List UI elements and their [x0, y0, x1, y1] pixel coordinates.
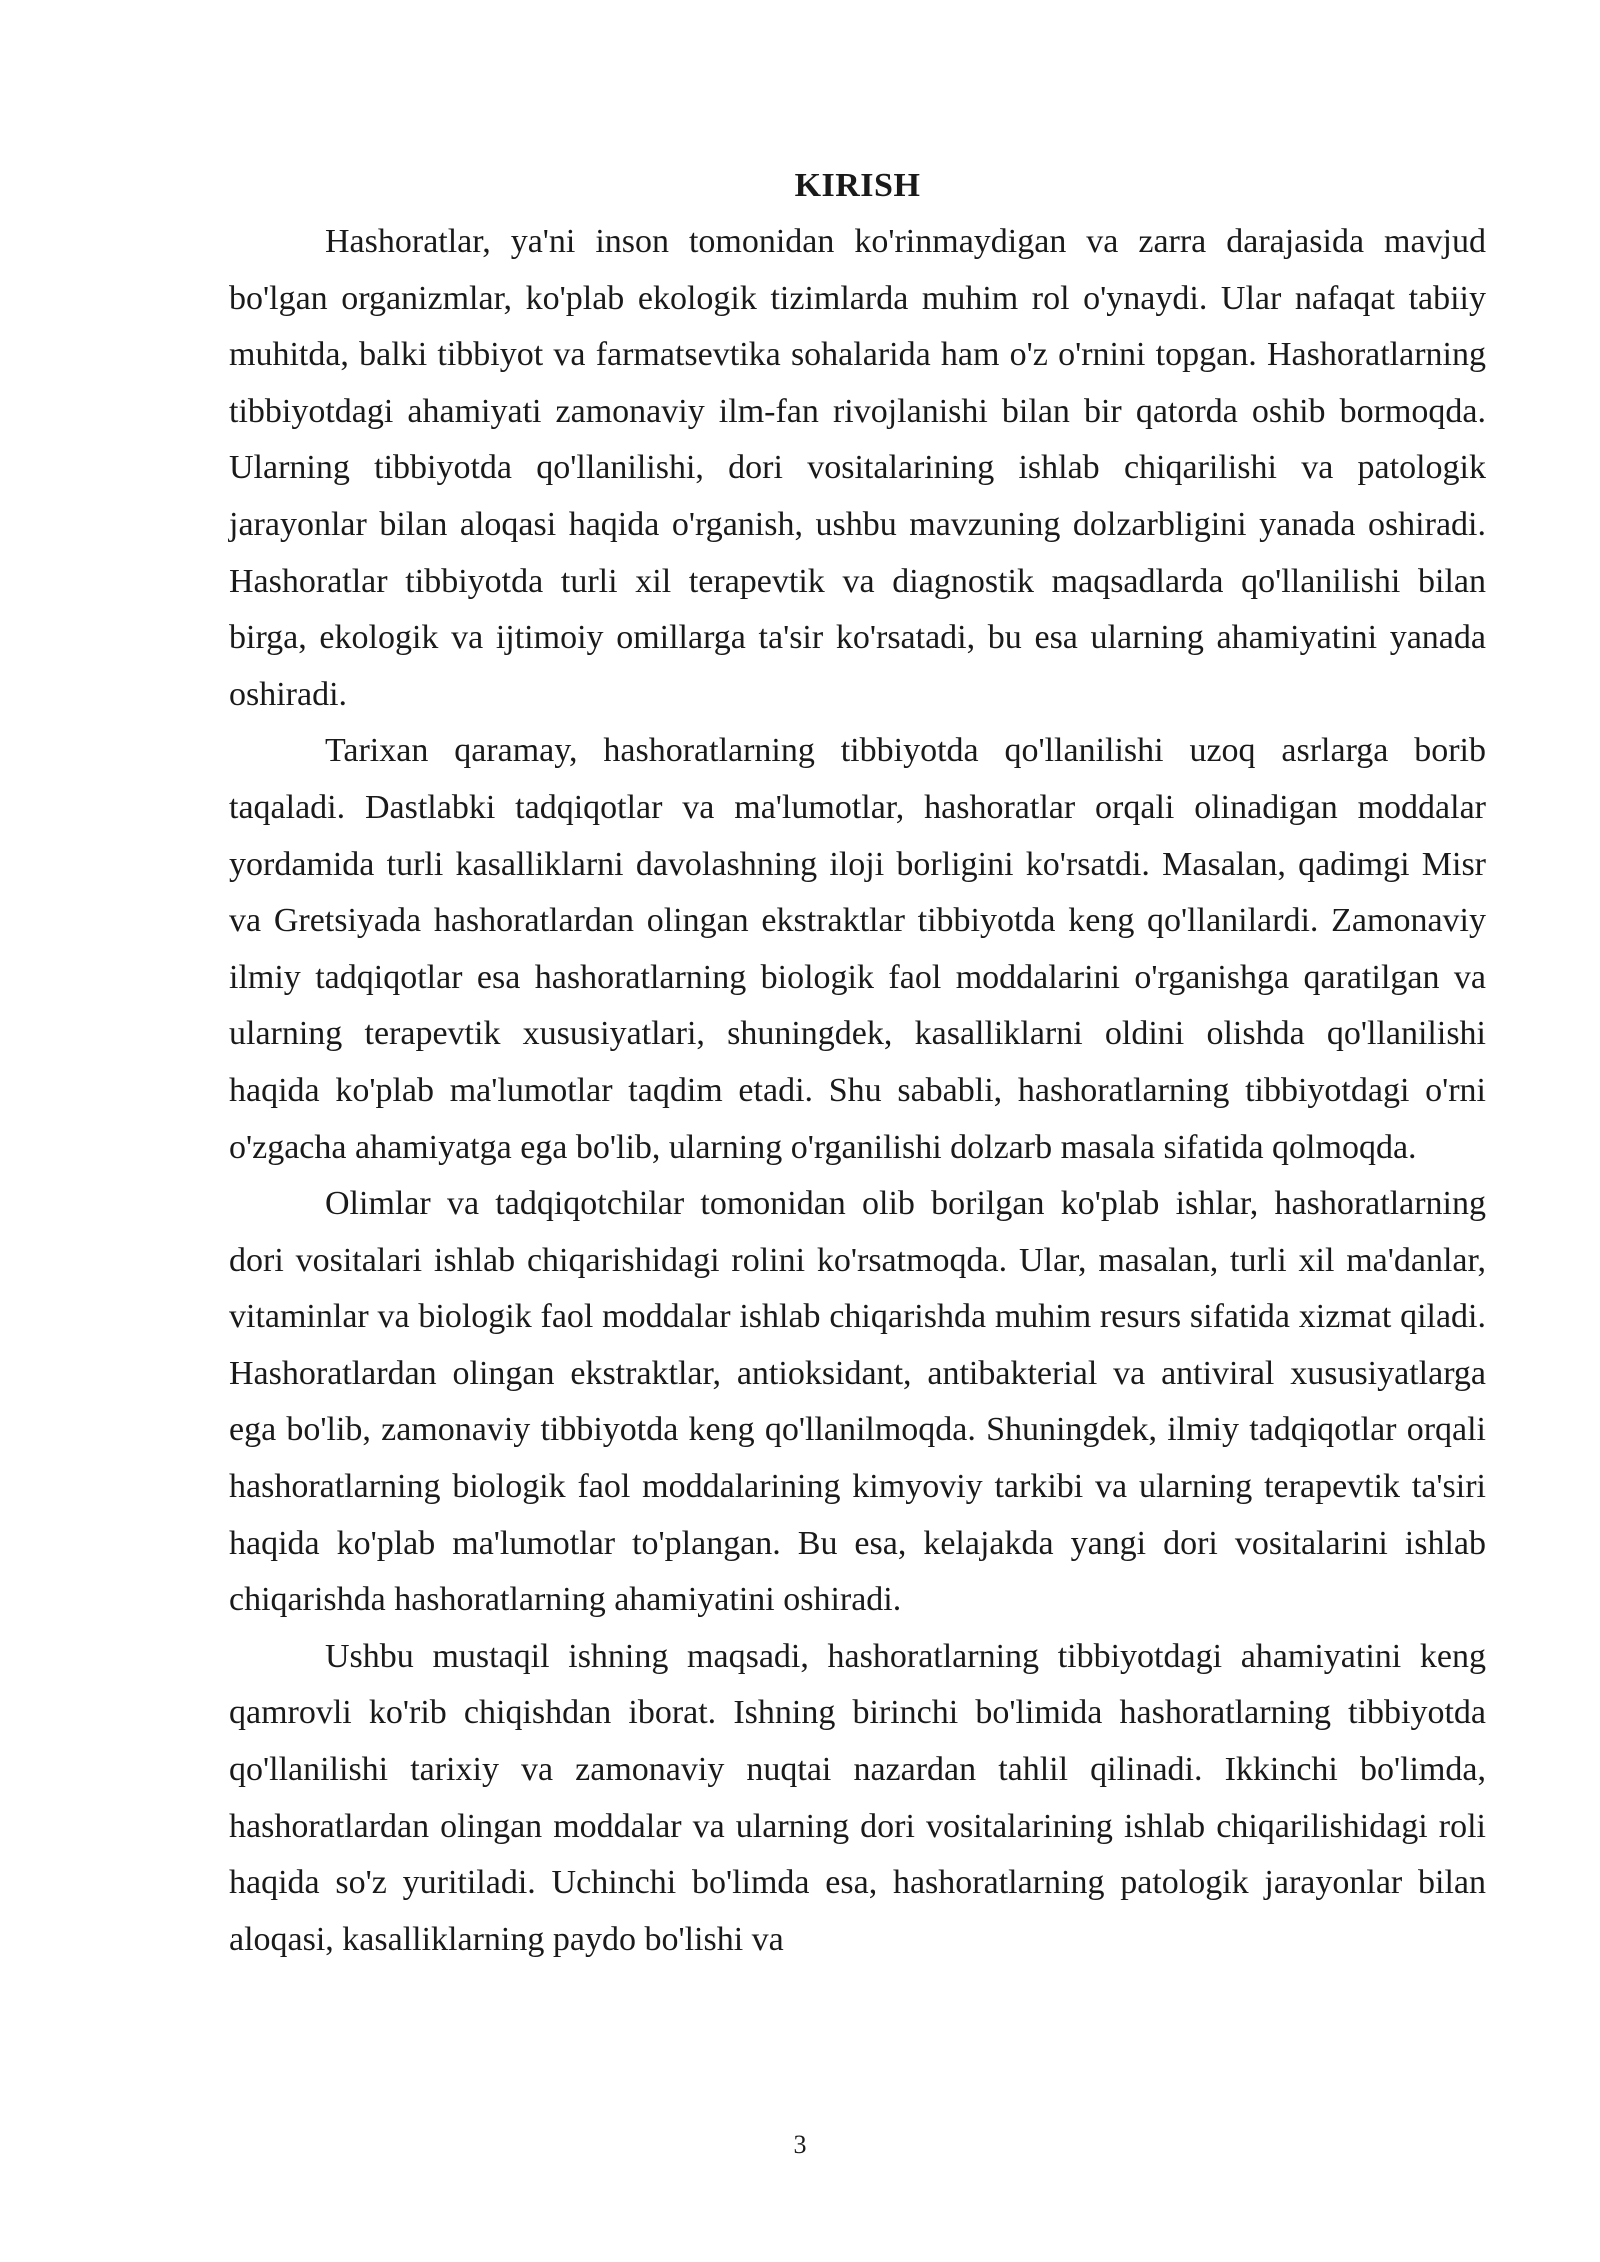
paragraph-1: Hashoratlar, ya'ni inson tomonidan ko'rinmaydigan va zarra darajasida mavjud bo'lgan organizmlar, ko'plab ekologik tizimlarda muhim rol o'ynaydi. Ular nafaqat tabiiy muhitda, balki tibbiyot va farmatsevtika sohalarida ham o'z o'rnini topgan. Hashoratlarning tibbiyotdagi ahamiyati zamonaviy ilm-fan rivojlanishi bilan bir qatorda oshib bormoqda. Ularning tibbiyotda qo'llanilishi, dori vositalarining ishlab chiqarilishi va patologik jarayonlar bilan aloqasi haqida o'rganish, ushbu mavzuning dolzarbligini yanada oshiradi. Hashoratlar tibbiyotda turli xil terapevtik va diagnostik maqsadlarda qo'llanilishi bilan birga, ekologik va ijtimoiy omillarga ta'sir ko'rsatadi, bu esa ularning ahamiyatini yanada oshiradi.: [229, 223, 1486, 713]
section-heading: KIRISH: [794, 167, 921, 204]
page-number: 3: [793, 2130, 807, 2159]
paragraph-4: Ushbu mustaqil ishning maqsadi, hashoratlarning tibbiyotdagi ahamiyatini keng qamrovli ko'rib chiqishdan iborat. Ishning birinchi bo'limida hashoratlarning tibbiyotda qo'llanilishi tarixiy va zamonaviy nuqtai nazardan tahlil qilinadi. Ikkinchi bo'limda, hashoratlardan olingan moddalar va ularning dori vositalarining ishlab chiqarilishidagi roli haqida so'z yuritiladi. Uchinchi bo'limda esa, hashoratlarning patologik jarayonlar bilan aloqasi, kasalliklarning paydo bo'lishi va: [229, 1637, 1486, 1958]
page-content: [229, 158, 1486, 1968]
paragraph-2: Tarixan qaramay, hashoratlarning tibbiyotda qo'llanilishi uzoq asrlarga borib taqaladi. Dastlabki tadqiqotlar va ma'lumotlar, hashoratlar orqali olinadigan moddalar yordamida turli kasalliklarni davolashning iloji borligini ko'rsatdi. Masalan, qadimgi Misr va Gretsiyada hashoratlardan olingan ekstraktlar tibbiyotda keng qo'llanilardi. Zamonaviy ilmiy tadqiqotlar esa hashoratlarning biologik faol moddalarini o'rganishga qaratilgan va ularning terapevtik xususiyatlari, shuningdek, kasalliklarni oldini olishda qo'llanilishi haqida ko'plab ma'lumotlar taqdim etadi. Shu sababli, hashoratlarning tibbiyotdagi o'rni o'zgacha ahamiyatga ega bo'lib, ularning o'rganilishi dolzarb masala sifatida qolmoqda.: [229, 732, 1486, 1166]
paragraph-3: Olimlar va tadqiqotchilar tomonidan olib borilgan ko'plab ishlar, hashoratlarning dori vositalari ishlab chiqarishidagi rolini ko'rsatmoqda. Ular, masalan, turli xil ma'danlar, vitaminlar va biologik faol moddalar ishlab chiqarishda muhim resurs sifatida xizmat qiladi. Hashoratlardan olingan ekstraktlar, antioksidant, antibakterial va antiviral xususiyatlarga ega bo'lib, zamonaviy tibbiyotda keng qo'llanilmoqda. Shuningdek, ilmiy tadqiqotlar orqali hashoratlarning biologik faol moddalarining kimyoviy tarkibi va ularning terapevtik ta'siri haqida ko'plab ma'lumotlar to'plangan. Bu esa, kelajakda yangi dori vositalarini ishlab chiqarishda hashoratlarning ahamiyatini oshiradi.: [229, 1185, 1486, 1619]
